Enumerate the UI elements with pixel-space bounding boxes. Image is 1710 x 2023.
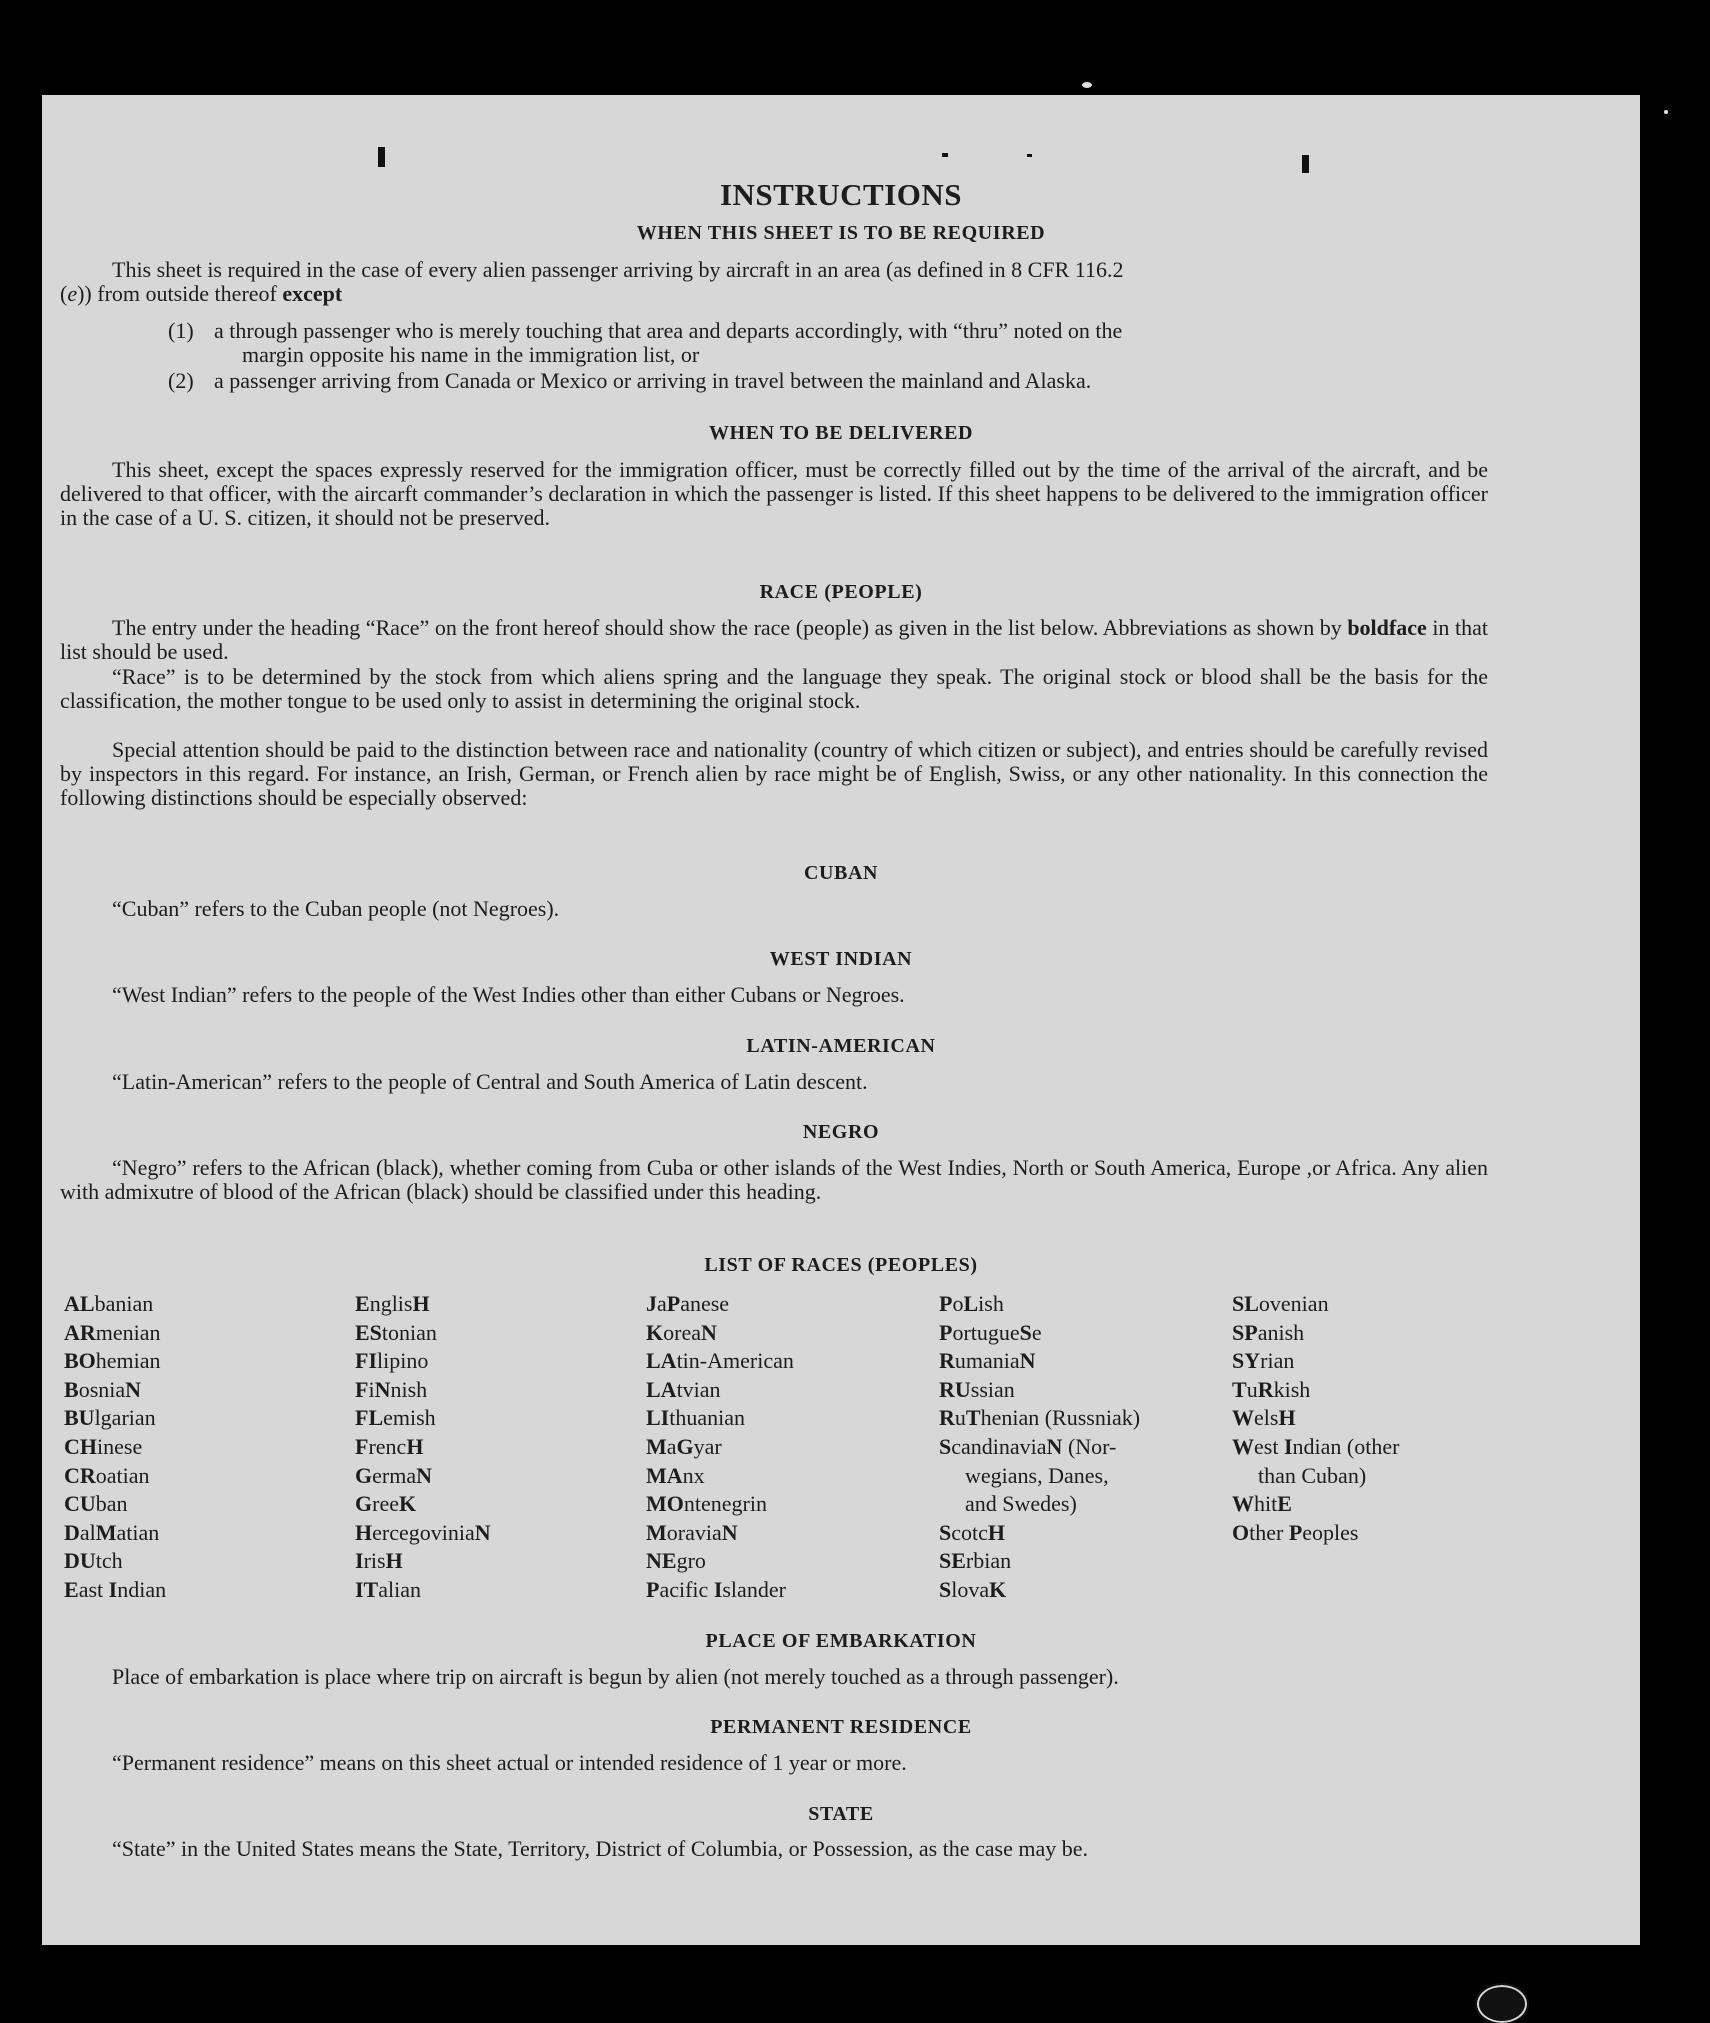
west-indian-body: “West Indian” refers to the people of the West Indies other than either Cubans or Negroes. xyxy=(112,982,905,1007)
race-p1-end: in that list should be used. xyxy=(60,615,1488,664)
race-text: hemian xyxy=(95,1348,161,1374)
race-abbrev: DU xyxy=(64,1548,96,1574)
paren-open: ( xyxy=(60,281,68,306)
edge-dot xyxy=(1664,110,1668,114)
race-text: lipino xyxy=(377,1348,429,1374)
race-text: acific xyxy=(659,1576,714,1602)
race-abbrev: L xyxy=(963,1291,979,1316)
race-text: ast xyxy=(78,1576,109,1602)
delivered-body: This sheet, except the spaces expressly reserved for the immigration officer, must be correctly filled out by the time of the arrival of the aircraft, and be delivered to that officer, with the aircarft commander’s declaration in which the passenger is listed. If this sheet happens to be delivered to the immigration officer in the case of a U. S. citizen, it should not be preserved. xyxy=(60,457,1488,530)
race-text: osnia xyxy=(78,1376,126,1402)
race-abbrev: K xyxy=(398,1491,417,1517)
race-entry xyxy=(64,1290,166,1319)
race-abbrev: R xyxy=(939,1348,955,1374)
race-entry xyxy=(1232,1290,1399,1319)
race-abbrev: M xyxy=(646,1433,667,1459)
race-abbrev: CH xyxy=(64,1433,97,1459)
race-text: candinavia xyxy=(951,1433,1047,1459)
race-abbrev: P xyxy=(646,1576,660,1602)
heading-cuban: CUBAN xyxy=(803,862,879,884)
race-text: a xyxy=(666,1433,677,1459)
race-text: thuanian xyxy=(669,1405,746,1431)
race-entry xyxy=(939,1462,1140,1491)
race-text: lgarian xyxy=(94,1405,156,1431)
cuban-text xyxy=(60,897,1488,921)
race-abbrev: S xyxy=(939,1519,952,1545)
race-text: oravia xyxy=(666,1519,722,1545)
race-text: eoples xyxy=(1302,1519,1359,1545)
race-abbrev: N xyxy=(1046,1433,1063,1459)
race-abbrev: W xyxy=(1232,1405,1254,1431)
races-column-2 xyxy=(355,1290,491,1605)
race-entry xyxy=(355,1433,491,1462)
race-text: els xyxy=(1254,1405,1279,1431)
race-entry xyxy=(646,1319,794,1348)
race-abbrev: SE xyxy=(939,1548,966,1574)
race-abbrev: N xyxy=(416,1462,432,1488)
race-abbrev: H xyxy=(412,1291,430,1316)
race-entry xyxy=(646,1376,794,1405)
race-abbrev: N xyxy=(474,1519,491,1545)
item-number: (1) xyxy=(168,318,194,343)
race-entry xyxy=(64,1576,166,1605)
negro-text xyxy=(60,1156,1488,1204)
race-entry-continuation: wegians, Danes, xyxy=(965,1462,1109,1488)
race-text: emish xyxy=(383,1405,436,1431)
race-abbrev: S xyxy=(939,1433,952,1459)
race-abbrev: H xyxy=(406,1433,424,1459)
races-column-4 xyxy=(939,1290,1140,1605)
heading-west-indian: WEST INDIAN xyxy=(769,948,913,970)
item-number: (2) xyxy=(168,368,194,393)
race-entry xyxy=(64,1519,166,1548)
race-entry xyxy=(64,1319,166,1348)
latin-american-text xyxy=(60,1070,1488,1094)
race-abbrev: CR xyxy=(64,1462,96,1488)
race-text: ovenian xyxy=(1258,1291,1329,1316)
race-paragraph-2 xyxy=(60,665,1488,713)
race-abbrev: N xyxy=(700,1319,717,1345)
race-entry xyxy=(355,1490,491,1519)
race-entry xyxy=(1232,1347,1399,1376)
race-abbrev: G xyxy=(355,1462,373,1488)
race-abbrev: G xyxy=(676,1433,694,1459)
race-abbrev: H xyxy=(1278,1405,1296,1431)
race-entry xyxy=(355,1376,491,1405)
edge-dot xyxy=(1082,82,1092,88)
required-intro-line1: This sheet is required in the case of every alien passenger arriving by aircraft in an area (as defined in 8 CFR 116.2 xyxy=(112,257,1124,282)
race-text: hit xyxy=(1254,1491,1278,1517)
race-abbrev: G xyxy=(355,1491,373,1517)
race-entry xyxy=(64,1347,166,1376)
race-text: atian xyxy=(116,1519,160,1545)
race-paragraph-3 xyxy=(60,738,1488,810)
race-entry xyxy=(939,1376,1140,1405)
dot-mark xyxy=(1027,154,1032,157)
race-text: rbian xyxy=(965,1548,1012,1574)
race-text: est xyxy=(1254,1433,1284,1459)
race-abbrev: F xyxy=(355,1433,369,1459)
race-abbrev: SP xyxy=(1232,1319,1258,1345)
race-abbrev: W xyxy=(1232,1491,1254,1517)
race-text: ntenegrin xyxy=(683,1491,767,1517)
race-abbrev: SY xyxy=(1232,1348,1261,1374)
race-text: nglis xyxy=(369,1291,413,1316)
race-entry xyxy=(64,1462,166,1491)
heading-state: STATE xyxy=(808,1803,874,1825)
state-body: “State” in the United States means the State, Territory, District of Columbia, or Possession, as the case may be. xyxy=(112,1836,1089,1861)
race-abbrev: S xyxy=(1019,1319,1032,1345)
race-entry xyxy=(646,1404,794,1433)
race-abbrev: LI xyxy=(646,1405,670,1431)
race-abbrev: E xyxy=(355,1291,370,1316)
west-indian-text xyxy=(60,983,1488,1007)
race-text: lova xyxy=(951,1576,990,1602)
race-text: alian xyxy=(378,1576,422,1602)
race-entry xyxy=(64,1376,166,1405)
heading-race: RACE (PEOPLE) xyxy=(759,581,923,603)
race-p1-text: The entry under the heading “Race” on the front hereof should show the race (people) as given in the list below. Abbreviations as shown by xyxy=(112,615,1348,640)
race-text: tvian xyxy=(676,1376,721,1402)
race-entry-continuation: and Swedes) xyxy=(965,1491,1077,1517)
race-text: renc xyxy=(368,1433,407,1459)
race-text: ther xyxy=(1249,1519,1289,1545)
race-abbrev: N xyxy=(125,1376,142,1402)
race-abbrev: W xyxy=(1232,1433,1254,1459)
race-text: e xyxy=(1031,1319,1042,1345)
races-column-3 xyxy=(646,1290,794,1605)
race-entry xyxy=(355,1547,491,1576)
race-entry xyxy=(939,1490,1140,1519)
required-intro-line2: )) from outside thereof xyxy=(77,281,283,306)
race-entry xyxy=(939,1290,1140,1319)
race-text: oatian xyxy=(95,1462,150,1488)
race-text: orea xyxy=(663,1319,701,1345)
race-text: al xyxy=(79,1519,96,1545)
race-entry xyxy=(64,1490,166,1519)
race-p2-text: “Race” is to be determined by the stock from which aliens spring and the language they speak. The original stock or blood shall be the basis for the classification, the mother tongue to be used only to assist in determining the original stock. xyxy=(60,664,1488,713)
race-entry xyxy=(1232,1404,1399,1433)
italic-e: e xyxy=(67,281,78,306)
race-abbrev: H xyxy=(385,1548,403,1574)
race-text: anish xyxy=(1257,1319,1305,1345)
embarkation-text xyxy=(60,1665,1505,1689)
race-entry xyxy=(939,1347,1140,1376)
race-abbrev: B xyxy=(64,1376,79,1402)
race-text: umania xyxy=(954,1348,1020,1374)
race-abbrev: NE xyxy=(646,1548,677,1574)
race-abbrev: K xyxy=(989,1576,1007,1602)
heading-negro: NEGRO xyxy=(802,1121,880,1143)
race-entry xyxy=(1232,1376,1399,1405)
race-entry xyxy=(939,1576,1140,1605)
residence-body: “Permanent residence” means on this sheet actual or intended residence of 1 year or more. xyxy=(112,1750,907,1775)
race-paragraph-1 xyxy=(60,616,1488,664)
race-abbrev: P xyxy=(939,1319,953,1345)
race-text: ssian xyxy=(970,1376,1015,1402)
race-abbrev: RU xyxy=(939,1376,971,1402)
race-text: nx xyxy=(682,1462,705,1488)
race-abbrev: I xyxy=(1283,1433,1293,1459)
race-entry xyxy=(355,1404,491,1433)
race-text: ban xyxy=(95,1491,128,1517)
races-column-1 xyxy=(64,1290,166,1605)
race-abbrev: FI xyxy=(355,1348,377,1374)
race-p3-text: Special attention should be paid to the distinction between race and nationality (country of which citizen or subject), and entries should be carefully revised by inspectors in this regard. For instance, an Irish, German, or French alien by race might be of English, Swiss, or any other nationality. In this connection the following distinctions should be especially observed: xyxy=(60,737,1488,810)
race-entry xyxy=(1232,1433,1399,1462)
race-entry xyxy=(1232,1319,1399,1348)
punch-mark-left xyxy=(378,147,385,167)
document-sheet xyxy=(42,95,1640,1945)
heading-place-of-embarkation: PLACE OF EMBARKATION xyxy=(705,1630,977,1652)
residence-text xyxy=(60,1751,1488,1775)
race-text: erma xyxy=(372,1462,417,1488)
race-entry xyxy=(355,1347,491,1376)
race-text: tch xyxy=(95,1548,123,1574)
race-text: i xyxy=(368,1376,375,1402)
race-entry xyxy=(646,1433,794,1462)
race-text: tonian xyxy=(381,1319,437,1345)
race-abbrev: K xyxy=(646,1319,664,1345)
race-entry xyxy=(646,1462,794,1491)
race-abbrev: CU xyxy=(64,1491,96,1517)
heading-list-of-races: LIST OF RACES (PEOPLES) xyxy=(704,1254,978,1276)
race-text: rian xyxy=(1260,1348,1295,1374)
main-title: INSTRUCTIONS xyxy=(719,177,962,212)
race-entry xyxy=(646,1347,794,1376)
race-entry xyxy=(939,1404,1140,1433)
race-abbrev: LA xyxy=(646,1348,677,1374)
race-abbrev: T xyxy=(965,1405,981,1431)
race-text: ree xyxy=(372,1491,399,1517)
race-entry xyxy=(64,1433,166,1462)
race-text: ndian (other xyxy=(1292,1433,1400,1459)
race-abbrev: P xyxy=(939,1291,953,1316)
race-text: cotc xyxy=(951,1519,988,1545)
race-abbrev: I xyxy=(713,1576,723,1602)
race-text: henian (Russniak) xyxy=(980,1405,1141,1431)
race-entry xyxy=(1232,1519,1399,1548)
race-text: u xyxy=(954,1405,966,1431)
race-abbrev: R xyxy=(939,1405,955,1431)
required-intro xyxy=(60,258,1488,306)
race-entry xyxy=(355,1462,491,1491)
race-entry xyxy=(355,1519,491,1548)
negro-body: “Negro” refers to the African (black), whether coming from Cuba or other islands of the West Indies, North or South America, Europe ,or Africa. Any alien with admixutre of blood of the African (black) should be classified under this heading. xyxy=(60,1155,1488,1204)
race-text: ndian xyxy=(117,1576,167,1602)
race-text: ish xyxy=(978,1291,1004,1316)
race-text: ris xyxy=(363,1548,386,1574)
race-abbrev: BU xyxy=(64,1405,95,1431)
race-text: nish xyxy=(390,1376,428,1402)
heading-when-delivered: WHEN TO BE DELIVERED xyxy=(708,422,974,444)
race-text: gro xyxy=(676,1548,706,1574)
race-abbrev: SL xyxy=(1232,1291,1259,1316)
race-entry-continuation: than Cuban) xyxy=(1258,1462,1367,1488)
race-abbrev: AL xyxy=(64,1291,95,1316)
race-text: inese xyxy=(97,1433,143,1459)
race-abbrev: I xyxy=(108,1576,118,1602)
race-abbrev: H xyxy=(987,1519,1006,1545)
item-text: a through passenger who is merely touching that area and departs accordingly, with “thru” noted on the xyxy=(214,318,1123,343)
race-abbrev: LA xyxy=(646,1376,677,1402)
dot-mark xyxy=(942,153,948,157)
race-abbrev: MO xyxy=(646,1491,684,1517)
race-text: tin-American xyxy=(676,1348,794,1374)
race-text: (Nor- xyxy=(1062,1433,1117,1459)
delivered-text xyxy=(60,458,1488,530)
race-text: ercegovinia xyxy=(372,1519,475,1545)
heading-permanent-residence: PERMANENT RESIDENCE xyxy=(710,1716,972,1738)
race-text: yar xyxy=(693,1433,722,1459)
race-text: u xyxy=(1246,1376,1258,1402)
race-abbrev: T xyxy=(1232,1376,1247,1402)
latin-american-body: “Latin-American” refers to the people of Central and South America of Latin descent. xyxy=(112,1069,868,1094)
race-abbrev: M xyxy=(95,1519,117,1545)
race-abbrev: N xyxy=(374,1376,391,1402)
race-abbrev: O xyxy=(1232,1519,1250,1545)
race-abbrev: I xyxy=(355,1548,364,1574)
race-abbrev: J xyxy=(646,1291,657,1316)
race-abbrev: BO xyxy=(64,1348,96,1374)
race-text: o xyxy=(952,1291,964,1316)
item-text-cont: margin opposite his name in the immigration list, or xyxy=(242,342,700,367)
boldface-word: boldface xyxy=(1347,615,1427,640)
race-text: anese xyxy=(680,1291,730,1316)
race-entry xyxy=(646,1290,794,1319)
race-abbrev: S xyxy=(939,1576,952,1602)
race-abbrev: ES xyxy=(355,1319,382,1345)
race-text: kish xyxy=(1273,1376,1311,1402)
race-abbrev: H xyxy=(355,1519,373,1545)
race-entry xyxy=(646,1490,794,1519)
race-entry xyxy=(1232,1490,1399,1519)
race-abbrev: R xyxy=(1257,1376,1274,1402)
race-entry xyxy=(355,1319,491,1348)
race-text: banian xyxy=(94,1291,154,1316)
heading-latin-american: LATIN-AMERICAN xyxy=(746,1035,936,1057)
race-entry xyxy=(64,1547,166,1576)
race-entry xyxy=(939,1319,1140,1348)
race-abbrev: FL xyxy=(355,1405,384,1431)
race-entry xyxy=(939,1433,1140,1462)
race-abbrev: MA xyxy=(646,1462,683,1488)
race-abbrev: E xyxy=(1277,1491,1292,1517)
race-abbrev: AR xyxy=(64,1319,96,1345)
except-bold: except xyxy=(282,281,343,306)
race-text: slander xyxy=(722,1576,786,1602)
race-abbrev: P xyxy=(666,1291,681,1316)
race-text: menian xyxy=(95,1319,161,1345)
heading-when-required: WHEN THIS SHEET IS TO BE REQUIRED xyxy=(636,222,1046,244)
race-entry xyxy=(355,1290,491,1319)
race-entry xyxy=(646,1547,794,1576)
race-text: ortugue xyxy=(952,1319,1020,1345)
race-text: a xyxy=(657,1291,667,1316)
cuban-body: “Cuban” refers to the Cuban people (not Negroes). xyxy=(112,896,560,921)
race-abbrev: N xyxy=(721,1519,738,1545)
punch-mark-right xyxy=(1302,155,1309,173)
race-entry xyxy=(646,1576,794,1605)
race-entry xyxy=(355,1576,491,1605)
state-text xyxy=(60,1837,1505,1861)
race-abbrev: E xyxy=(64,1576,79,1602)
race-entry xyxy=(939,1547,1140,1576)
race-abbrev: IT xyxy=(355,1576,379,1602)
race-abbrev: P xyxy=(1288,1519,1303,1545)
embarkation-body: Place of embarkation is place where trip on aircraft is begun by alien (not merely touched as a through passenger). xyxy=(112,1664,1119,1689)
race-abbrev: M xyxy=(646,1519,667,1545)
race-entry xyxy=(939,1519,1140,1548)
race-entry xyxy=(646,1519,794,1548)
race-entry xyxy=(1232,1462,1399,1491)
item-text: a passenger arriving from Canada or Mexico or arriving in travel between the mainland and Alaska. xyxy=(214,368,1092,393)
race-abbrev: D xyxy=(64,1519,80,1545)
races-column-5 xyxy=(1232,1290,1399,1547)
race-entry xyxy=(64,1404,166,1433)
race-abbrev: N xyxy=(1019,1348,1036,1374)
union-label-seal xyxy=(1477,1985,1527,2023)
race-abbrev: F xyxy=(355,1376,369,1402)
